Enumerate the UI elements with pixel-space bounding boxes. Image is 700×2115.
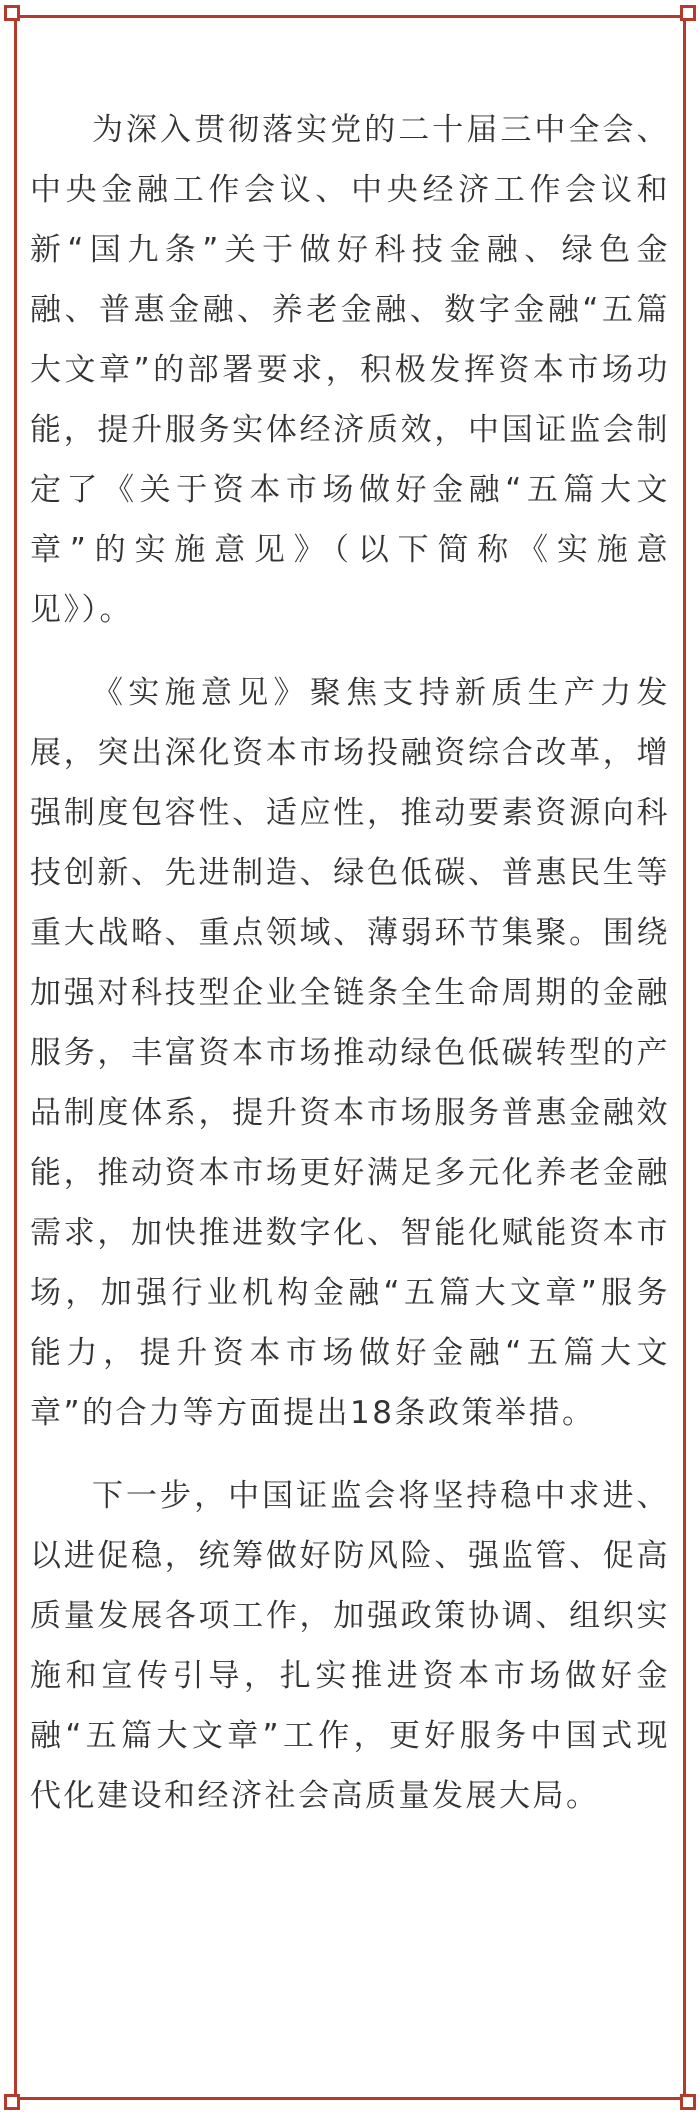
paragraph-next-steps: 下一步，中国证监会将坚持稳中求进、以进促稳，统筹做好防风险、强监管、促高质量发展各项工作，加强政策协调、组织实施和宣传引导，扎实推进资本市场做好金融“五篇大文章”工作，更好服务中国式现代化建设和经济社会高质量发展大局。 — [30, 1478, 670, 1814]
paragraph-measures: 《实施意见》聚焦支持新质生产力发展，突出深化资本市场投融资综合改革，增强制度包容性、适应性，推动要素资源向科技创新、先进制造、绿色低碳、普惠民生等重大战略、重点领域、薄弱环节集聚。围绕加强对科技型企业全链条全生命周期的金融服务，丰富资本市场推动绿色低碳转型的产品制度体系，提升资本市场服务普惠金融效能，推动资本市场更好满足多元化养老金融需求，加快推进数字化、智能化赋能资本市场，加强行业机构金融“五篇大文章”服务能力，提升资本市场做好金融“五篇大文章”的合力等方面提出18条政策举措。 — [30, 675, 670, 1431]
paragraph-intro: 为深入贯彻落实党的二十届三中全会、中央金融工作会议、中央经济工作会议和新“国九条”关于做好科技金融、绿色金融、普惠金融、养老金融、数字金融“五篇大文章”的部署要求，积极发挥资本市场功能，提升服务实体经济质效，中国证监会制定了《关于资本市场做好金融“五篇大文章”的实施意见》（以下简称《实施意见》）。 — [30, 112, 670, 628]
frame-corner-top-right — [680, 5, 696, 21]
article-body — [30, 100, 670, 1849]
frame-corner-top-left — [4, 5, 20, 21]
frame-corner-bottom-right — [680, 2094, 696, 2110]
frame-corner-bottom-left — [4, 2094, 20, 2110]
